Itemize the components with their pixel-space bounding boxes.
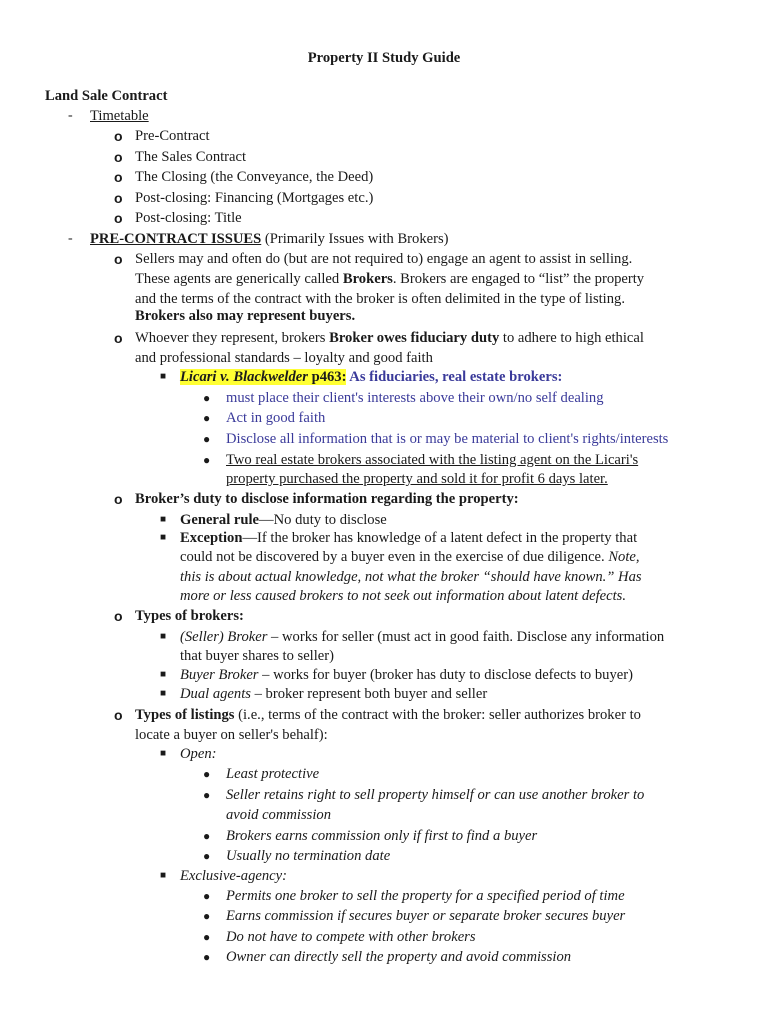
o-bullet: o [114, 210, 123, 226]
dash-bullet: - [68, 108, 73, 123]
licari-holding: As fiduciaries, real estate brokers: [346, 369, 563, 385]
open-listing-item: Brokers earns commission only if first to find a buyer [226, 828, 538, 844]
o-bullet: o [114, 491, 123, 507]
document-title: Property II Study Guide [307, 50, 461, 66]
dot-bullet: ● [203, 829, 211, 843]
dot-bullet: ● [203, 432, 211, 446]
section-title: Land Sale Contract [45, 88, 168, 104]
square-bullet: ■ [160, 371, 167, 382]
brokers-paragraph: Sellers may and often do (but are not required to) engage an agent to assist in selling. [135, 251, 633, 267]
o-bullet: o [114, 707, 123, 723]
types-brokers-heading: Types of brokers: [135, 608, 244, 624]
timetable-item: Post-closing: Title [135, 210, 242, 226]
exclusive-agency-label: Exclusive-agency: [180, 868, 287, 884]
brokers-paragraph: Brokers also may represent buyers. [135, 308, 356, 324]
exception-note: this is about actual knowledge, not what the broker “should have known.” Has [180, 569, 642, 585]
timetable-item: The Sales Contract [135, 149, 247, 165]
dot-bullet: ● [203, 788, 211, 802]
fiduciary-paragraph: Whoever they represent, brokers Broker owes fiduciary duty to adhere to high ethical [135, 330, 644, 346]
listings-heading: locate a buyer on seller's behalf): [135, 727, 328, 743]
precontract-heading: PRE-CONTRACT ISSUES [90, 231, 262, 247]
o-bullet: o [114, 608, 123, 624]
square-bullet: ■ [160, 688, 167, 699]
timetable-heading: Timetable [90, 108, 149, 124]
o-bullet: o [114, 251, 123, 267]
exclusive-agency-item: Owner can directly sell the property and avoid commission [226, 949, 572, 965]
o-bullet: o [114, 128, 123, 144]
licari-facts: Two real estate brokers associated with the listing agent on the Licari's [226, 452, 639, 468]
square-bullet: ■ [160, 532, 167, 543]
licari-case-line: Licari v. Blackwelder p463: As fiduciaries, real estate brokers: [180, 369, 563, 385]
dual-agents: Dual agents – broker represent both buyer and seller [180, 686, 488, 702]
licari-case-name: Licari v. Blackwelder [180, 369, 308, 385]
licari-duty-item: Disclose all information that is or may be material to client's rights/interests [226, 431, 669, 447]
timetable-item: Post-closing: Financing (Mortgages etc.) [135, 190, 374, 206]
dot-bullet: ● [203, 411, 211, 425]
exception-rule: could not be discovered by a buyer even in the exercise of due diligence. Note, [180, 549, 640, 565]
open-listing-item: Seller retains right to sell property himself or can use another broker to [226, 787, 645, 803]
disclose-heading: Broker’s duty to disclose information regarding the property: [135, 491, 519, 507]
open-listing-item: Usually no termination date [226, 848, 391, 864]
exclusive-agency-item: Permits one broker to sell the property for a specified period of time [226, 888, 625, 904]
dot-bullet: ● [203, 950, 211, 964]
licari-duty-item: must place their client's interests above their own/no self dealing [226, 390, 604, 406]
brokers-paragraph: and the terms of the contract with the broker is often delimited in the type of listing. [135, 291, 625, 307]
exclusive-agency-item: Do not have to compete with other brokers [226, 929, 476, 945]
open-listing-item: avoid commission [226, 807, 331, 823]
square-bullet: ■ [160, 748, 167, 759]
open-listing-label: Open: [180, 746, 217, 762]
square-bullet: ■ [160, 669, 167, 680]
square-bullet: ■ [160, 514, 167, 525]
dash-bullet: - [68, 231, 73, 246]
brokers-paragraph: These agents are generically called Brokers. Brokers are engaged to “list” the property [135, 271, 645, 287]
general-rule: General rule—No duty to disclose [180, 512, 387, 528]
exception-rule: Exception—If the broker has knowledge of a latent defect in the property that [180, 530, 638, 546]
dot-bullet: ● [203, 930, 211, 944]
licari-duty-item: Act in good faith [226, 410, 326, 426]
square-bullet: ■ [160, 631, 167, 642]
seller-broker: (Seller) Broker – works for seller (must act in good faith. Disclose any information [180, 629, 665, 645]
exception-note: more or less caused brokers to not seek out information about latent defects. [180, 588, 626, 604]
timetable-item: Pre-Contract [135, 128, 210, 144]
o-bullet: o [114, 169, 123, 185]
o-bullet: o [114, 149, 123, 165]
square-bullet: ■ [160, 870, 167, 881]
dot-bullet: ● [203, 767, 211, 781]
dot-bullet: ● [203, 391, 211, 405]
dot-bullet: ● [203, 849, 211, 863]
exclusive-agency-item: Earns commission if secures buyer or separate broker secures buyer [226, 908, 626, 924]
seller-broker: that buyer shares to seller) [180, 648, 334, 664]
buyer-broker: Buyer Broker – works for buyer (broker has duty to disclose defects to buyer) [180, 667, 633, 683]
dot-bullet: ● [203, 889, 211, 903]
o-bullet: o [114, 190, 123, 206]
licari-facts: property purchased the property and sold it for profit 6 days later. [226, 471, 608, 487]
o-bullet: o [114, 330, 123, 346]
precontract-heading-rest: (Primarily Issues with Brokers) [261, 231, 449, 247]
listings-heading: Types of listings (i.e., terms of the contract with the broker: seller authorizes broker to [135, 707, 641, 723]
timetable-item: The Closing (the Conveyance, the Deed) [135, 169, 374, 185]
fiduciary-paragraph: and professional standards – loyalty and good faith [135, 350, 433, 366]
precontract-heading-line [90, 229, 449, 249]
dot-bullet: ● [203, 453, 211, 467]
open-listing-item: Least protective [226, 766, 320, 782]
dot-bullet: ● [203, 909, 211, 923]
